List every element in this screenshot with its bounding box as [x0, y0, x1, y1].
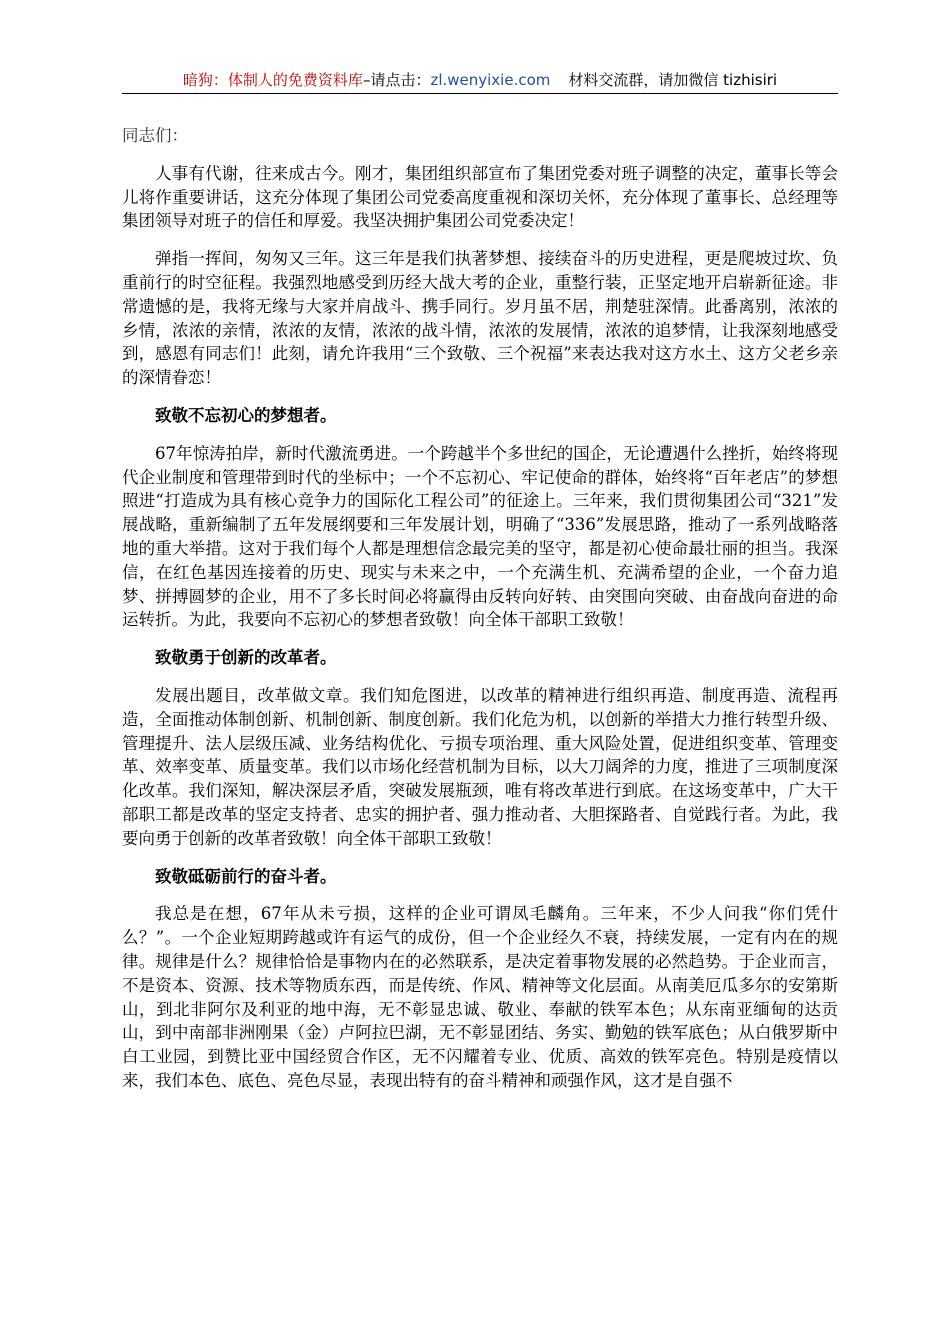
paragraph-dreamers: 67年惊涛拍岸，新时代激流勇进。一个跨越半个多世纪的国企，无论遭遇什么挫折，始终将现代企业制度和管理带到时代的坐标中；一个不忘初心、牢记使命的群体，始终将“百年老店”的梦想照进“打造成为具有核心竞争力的国际化工程公司”的征途上。三年来，我们贯彻集团公司“321”发展战略，重新编制了五年发展纲要和三年发展计划，明确了“336”发展思路，推动了一系列战略落地的重大举措。这对于我们每个人都是理想信念最完美的坚守，都是初心使命最壮丽的担当。我深信，在红色基因连接着的历史、现实与未来之中，一个充满生机、充满希望的企业，一个奋力追梦、拼搏圆梦的企业，用不了多长时间必将赢得由反转向好转、由突围向突破、由奋战向奋进的命运转折。为此，我要向不忘初心的梦想者致敬！向全体干部职工致敬！: [122, 443, 838, 630]
section-heading-strivers: 致敬砥砺前行的奋斗者。: [155, 866, 337, 886]
section-heading-dreamers: 致敬不忘初心的梦想者。: [155, 405, 337, 425]
header-group-note: 材料交流群，请加微信 tizhisiri: [568, 71, 778, 89]
salutation: 同志们：: [122, 126, 188, 145]
paragraph-opening: 人事有代谢，往来成古今。刚才，集团组织部宣布了集团党委对班子调整的决定，董事长等会儿将作重要讲话，这充分体现了集团公司党委高度重视和深切关怀，充分体现了董事长、总经理等集团领导对班子的信任和厚爱。我坚决拥护集团公司党委决定！: [122, 163, 838, 231]
document-body: [122, 124, 838, 1093]
header-divider: [122, 93, 838, 94]
paragraph-reformers: 发展出题目，改革做文章。我们知危图进，以改革的精神进行组织再造、制度再造、流程再造，全面推动体制创新、机制创新、制度创新。我们化危为机，以创新的举措大力推行转型升级、管理提升、法人层级压减、业务结构优化、亏损专项治理、重大风险处置，促进组织变革、管理变革、效率变革、质量变革。我们以市场化经营机制为目标，以大刀阔斧的力度，推进了三项制度深化改革。我们深知，解决深层矛盾，突破发展瓶颈，唯有将改革进行到底。在这场变革中，广大干部职工都是改革的坚定支持者、忠实的拥护者、强力推动者、大胆探路者、自觉践行者。为此，我要向勇于创新的改革者致敬！向全体干部职工致敬！: [122, 685, 838, 848]
header-link[interactable]: zl.wenyixie.com: [430, 71, 551, 89]
header-prompt: –请点击：: [362, 71, 431, 89]
paragraph-farewell: 弹指一挥间，匆匆又三年。这三年是我们执著梦想、接续奋斗的历史进程，更是爬坡过坎、负重前行的时空征程。我强烈地感受到历经大战大考的企业，重整行装，正坚定地开启崭新征途。非常遗憾的是，我将无缘与大家并肩战斗、携手同行。岁月虽不居，荆楚驻深情。此番离别，浓浓的乡情，浓浓的亲情，浓浓的友情，浓浓的战斗情，浓浓的发展情，浓浓的追梦情，让我深刻地感受到，感恩有同志们！此刻，请允许我用“三个致敬、三个祝福”来表达我对这方水土、这方父老乡亲的深情眷恋！: [122, 249, 838, 388]
page-header: [122, 70, 838, 92]
header-brand: 暗狗：体制人的免费资料库: [182, 71, 363, 89]
paragraph-strivers: 我总是在想，67年从未亏损，这样的企业可谓凤毛麟角。三年来，不少人问我“你们凭什么？”。一个企业短期跨越或许有运气的成份，但一个企业经久不衰，持续发展，一定有内在的规律。规律是什么？规律恰恰是事物内在的必然联系，是决定着事物发展的必然趋势。于企业而言，不是资本、资源、技术等物质东西，而是传统、作风、精神等文化层面。从南美厄瓜多尔的安第斯山，到北非阿尔及利亚的地中海，无不彰显忠诚、敬业、奉献的铁军本色；从东南亚缅甸的达贡山，到中南部非洲刚果（金）卢阿拉巴湖，无不彰显团结、务实、勤勉的铁军底色；从白俄罗斯中白工业园，到赞比亚中国经贸合作区，无不闪耀着专业、优质、高效的铁军亮色。特别是疫情以来，我们本色、底色、亮色尽显，表现出特有的奋斗精神和顽强作风，这才是自强不: [122, 904, 838, 1090]
section-heading-reformers: 致敬勇于创新的改革者。: [155, 648, 337, 668]
